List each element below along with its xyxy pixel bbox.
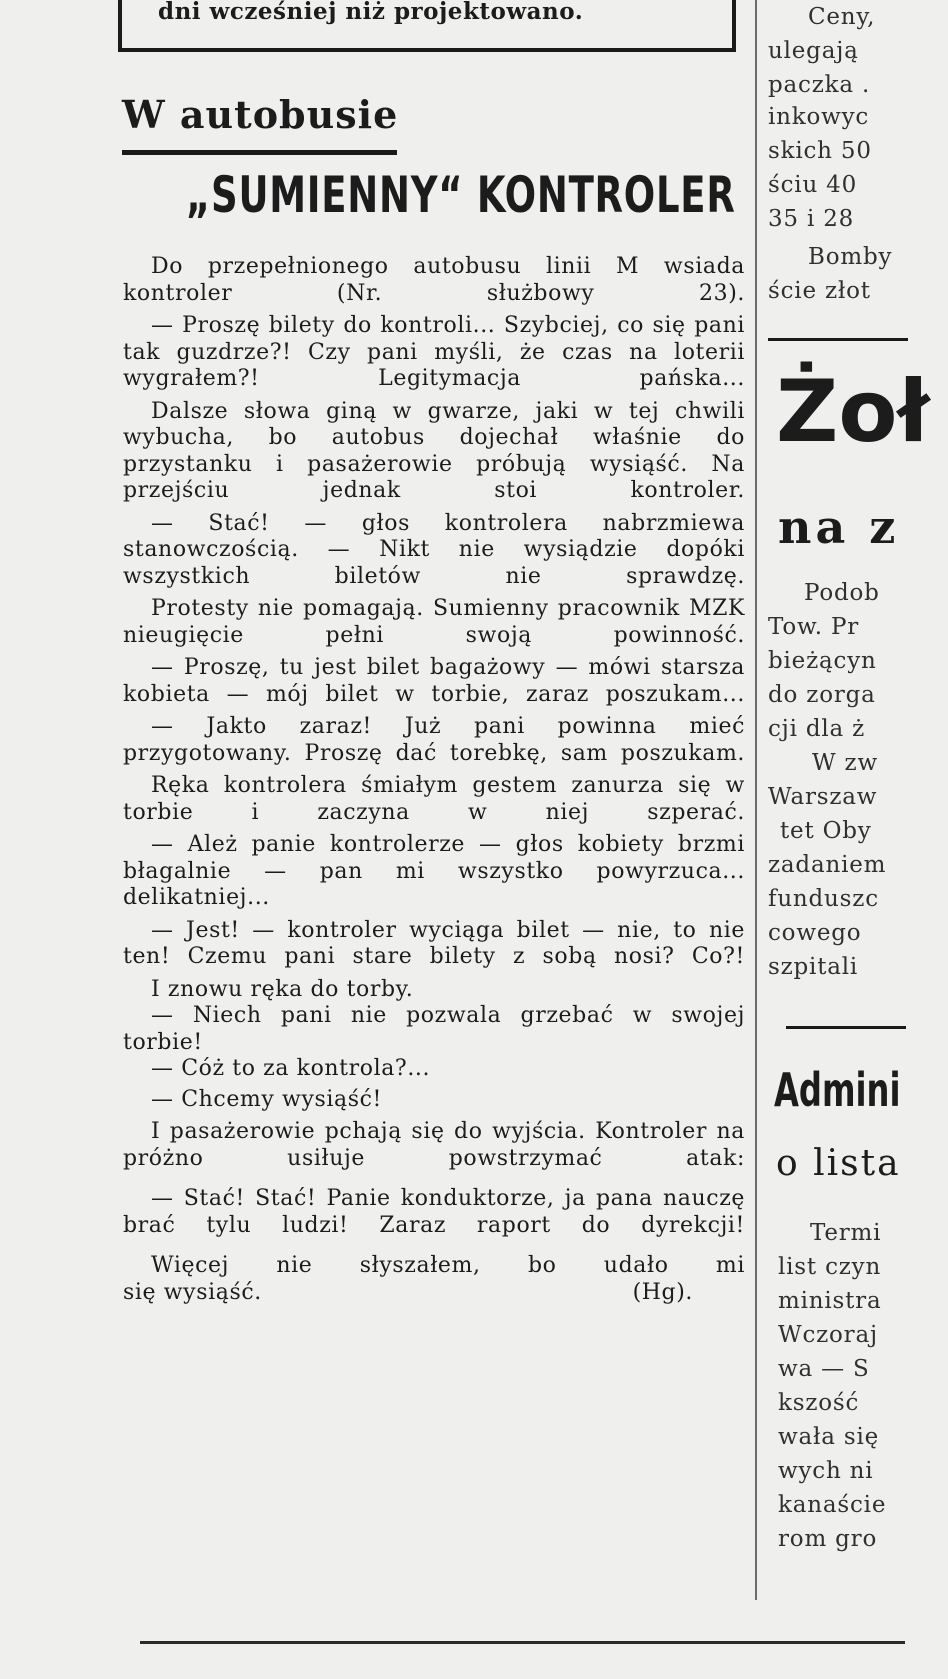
- right-line: ście złot: [768, 278, 871, 304]
- article-headline: „SUMIENNY“ KONTROLER: [186, 166, 736, 224]
- right-line: Podob: [804, 580, 880, 606]
- right-line: Ceny,: [808, 4, 876, 30]
- paragraph-16: — Stać! Stać! Panie konduktorze, ja pana nauczę brać tylu ludzi! Zaraz raport do dyrekcji!: [123, 1186, 745, 1238]
- section-heading: W autobusie: [122, 92, 399, 137]
- right-line: wych ni: [778, 1458, 874, 1484]
- right-line: kszość: [778, 1390, 860, 1416]
- paragraph-15: I pasażerowie pchają się do wyjścia. Kontroler na próżno usiłuje powstrzymać atak:: [123, 1119, 745, 1171]
- right-line: paczka .: [768, 72, 871, 98]
- paragraph-5: Protesty nie pomagają. Sumienny pracownik MZK nieugięcie pełni swoją powinność.: [123, 596, 745, 648]
- right-line: ściu 40: [768, 172, 858, 198]
- column-divider: [755, 0, 757, 1600]
- paragraph-13: — Cóż to za kontrola?...: [151, 1056, 431, 1081]
- right-line: Wczoraj: [778, 1322, 878, 1348]
- right-line: szpitali: [768, 954, 859, 980]
- top-notice-box: [118, 0, 736, 52]
- bottom-rule: [140, 1641, 905, 1644]
- right-line: ministra: [778, 1288, 882, 1314]
- right-line: tet Oby: [780, 818, 872, 844]
- right-line: W zw: [812, 750, 878, 776]
- right-headline-3: Admini: [774, 1063, 901, 1117]
- paragraph-7: — Jakto zaraz! Już pani powinna mieć przygotowany. Proszę dać torebkę, sam poszukam.: [123, 714, 745, 766]
- right-line: Bomby: [808, 244, 893, 270]
- right-line: cji dla ż: [768, 716, 866, 742]
- right-big-headline: Żoł: [776, 362, 930, 462]
- right-headline-4: o lista: [776, 1143, 901, 1184]
- paragraph-9: — Ależ panie kontrolerze — głos kobiety brzmi błagalnie — pan mi wszystko powyrzuca... delikatniej...: [123, 832, 745, 910]
- paragraph-8: Ręka kontrolera śmiałym gestem zanurza się w torbie i zaczyna w niej szperać.: [123, 773, 745, 825]
- right-line: funduszc: [768, 886, 879, 912]
- right-line: ulegają: [768, 38, 859, 64]
- paragraph-3: Dalsze słowa giną w gwarze, jaki w tej chwili wybucha, bo autobus dojechał właśnie do przystanku i pasażerowie próbują wysiąść. Na przejściu jednak stoi kontroler.: [123, 398, 745, 503]
- paragraph-10: — Jest! — kontroler wyciąga bilet — nie, to nie ten! Czemu pani stare bilety z sobą nosi? Co?!: [123, 917, 745, 969]
- section-underline: [122, 150, 397, 155]
- right-line: zadaniem: [768, 852, 887, 878]
- top-notice-text: dni wcześniej niż projektowano.: [158, 0, 584, 25]
- right-line: wa — S: [778, 1356, 870, 1382]
- right-sub-headline: na z: [778, 500, 900, 554]
- right-line: do zorga: [768, 682, 876, 708]
- right-line: cowego: [768, 920, 862, 946]
- paragraph-1: Do przepełnionego autobusu linii M wsiada kontroler (Nr. służbowy 23).: [123, 254, 745, 306]
- paragraph-11: I znowu ręka do torby.: [151, 976, 414, 1002]
- right-line: Termi: [810, 1220, 882, 1246]
- closing-line: Więcej nie słyszałem, bo udało mi: [151, 1253, 745, 1278]
- right-line: 35 i 28: [768, 206, 855, 232]
- right-line: inkowyc: [768, 104, 870, 130]
- closing-row: [123, 1280, 745, 1307]
- closing-line-end: się wysiąść.: [123, 1279, 262, 1305]
- right-line: Warszaw: [768, 784, 878, 810]
- right-line: list czyn: [778, 1254, 882, 1280]
- paragraph-12: — Niech pani nie pozwala grzebać w swojej torbie!: [123, 1003, 745, 1055]
- right-line: skich 50: [768, 138, 872, 164]
- right-line: Tow. Pr: [768, 614, 860, 640]
- paragraph-4: — Stać! — głos kontrolera nabrzmiewa stanowczością. — Nikt nie wysiądzie dopóki wszystkich biletów nie sprawdzę.: [123, 510, 745, 589]
- right-line: wała się: [778, 1424, 880, 1450]
- article-body: [123, 254, 745, 1306]
- author-signature: (Hg).: [632, 1279, 693, 1305]
- right-line: bieżącyn: [768, 648, 877, 674]
- paragraph-2: — Proszę bilety do kontroli... Szybciej, co się pani tak guzdrze?! Czy pani myśli, że czas na loterii wygrałem?! Legitymacja pańska...: [123, 313, 745, 391]
- right-rule: [768, 338, 908, 341]
- paragraph-14: — Chcemy wysiąść!: [151, 1086, 382, 1112]
- right-line: kanaście: [778, 1492, 887, 1518]
- right-line: rom gro: [778, 1526, 878, 1552]
- right-rule: [786, 1026, 906, 1029]
- paragraph-6: — Proszę, tu jest bilet bagażowy — mówi starsza kobieta — mój bilet w torbie, zaraz poszukam...: [123, 655, 745, 707]
